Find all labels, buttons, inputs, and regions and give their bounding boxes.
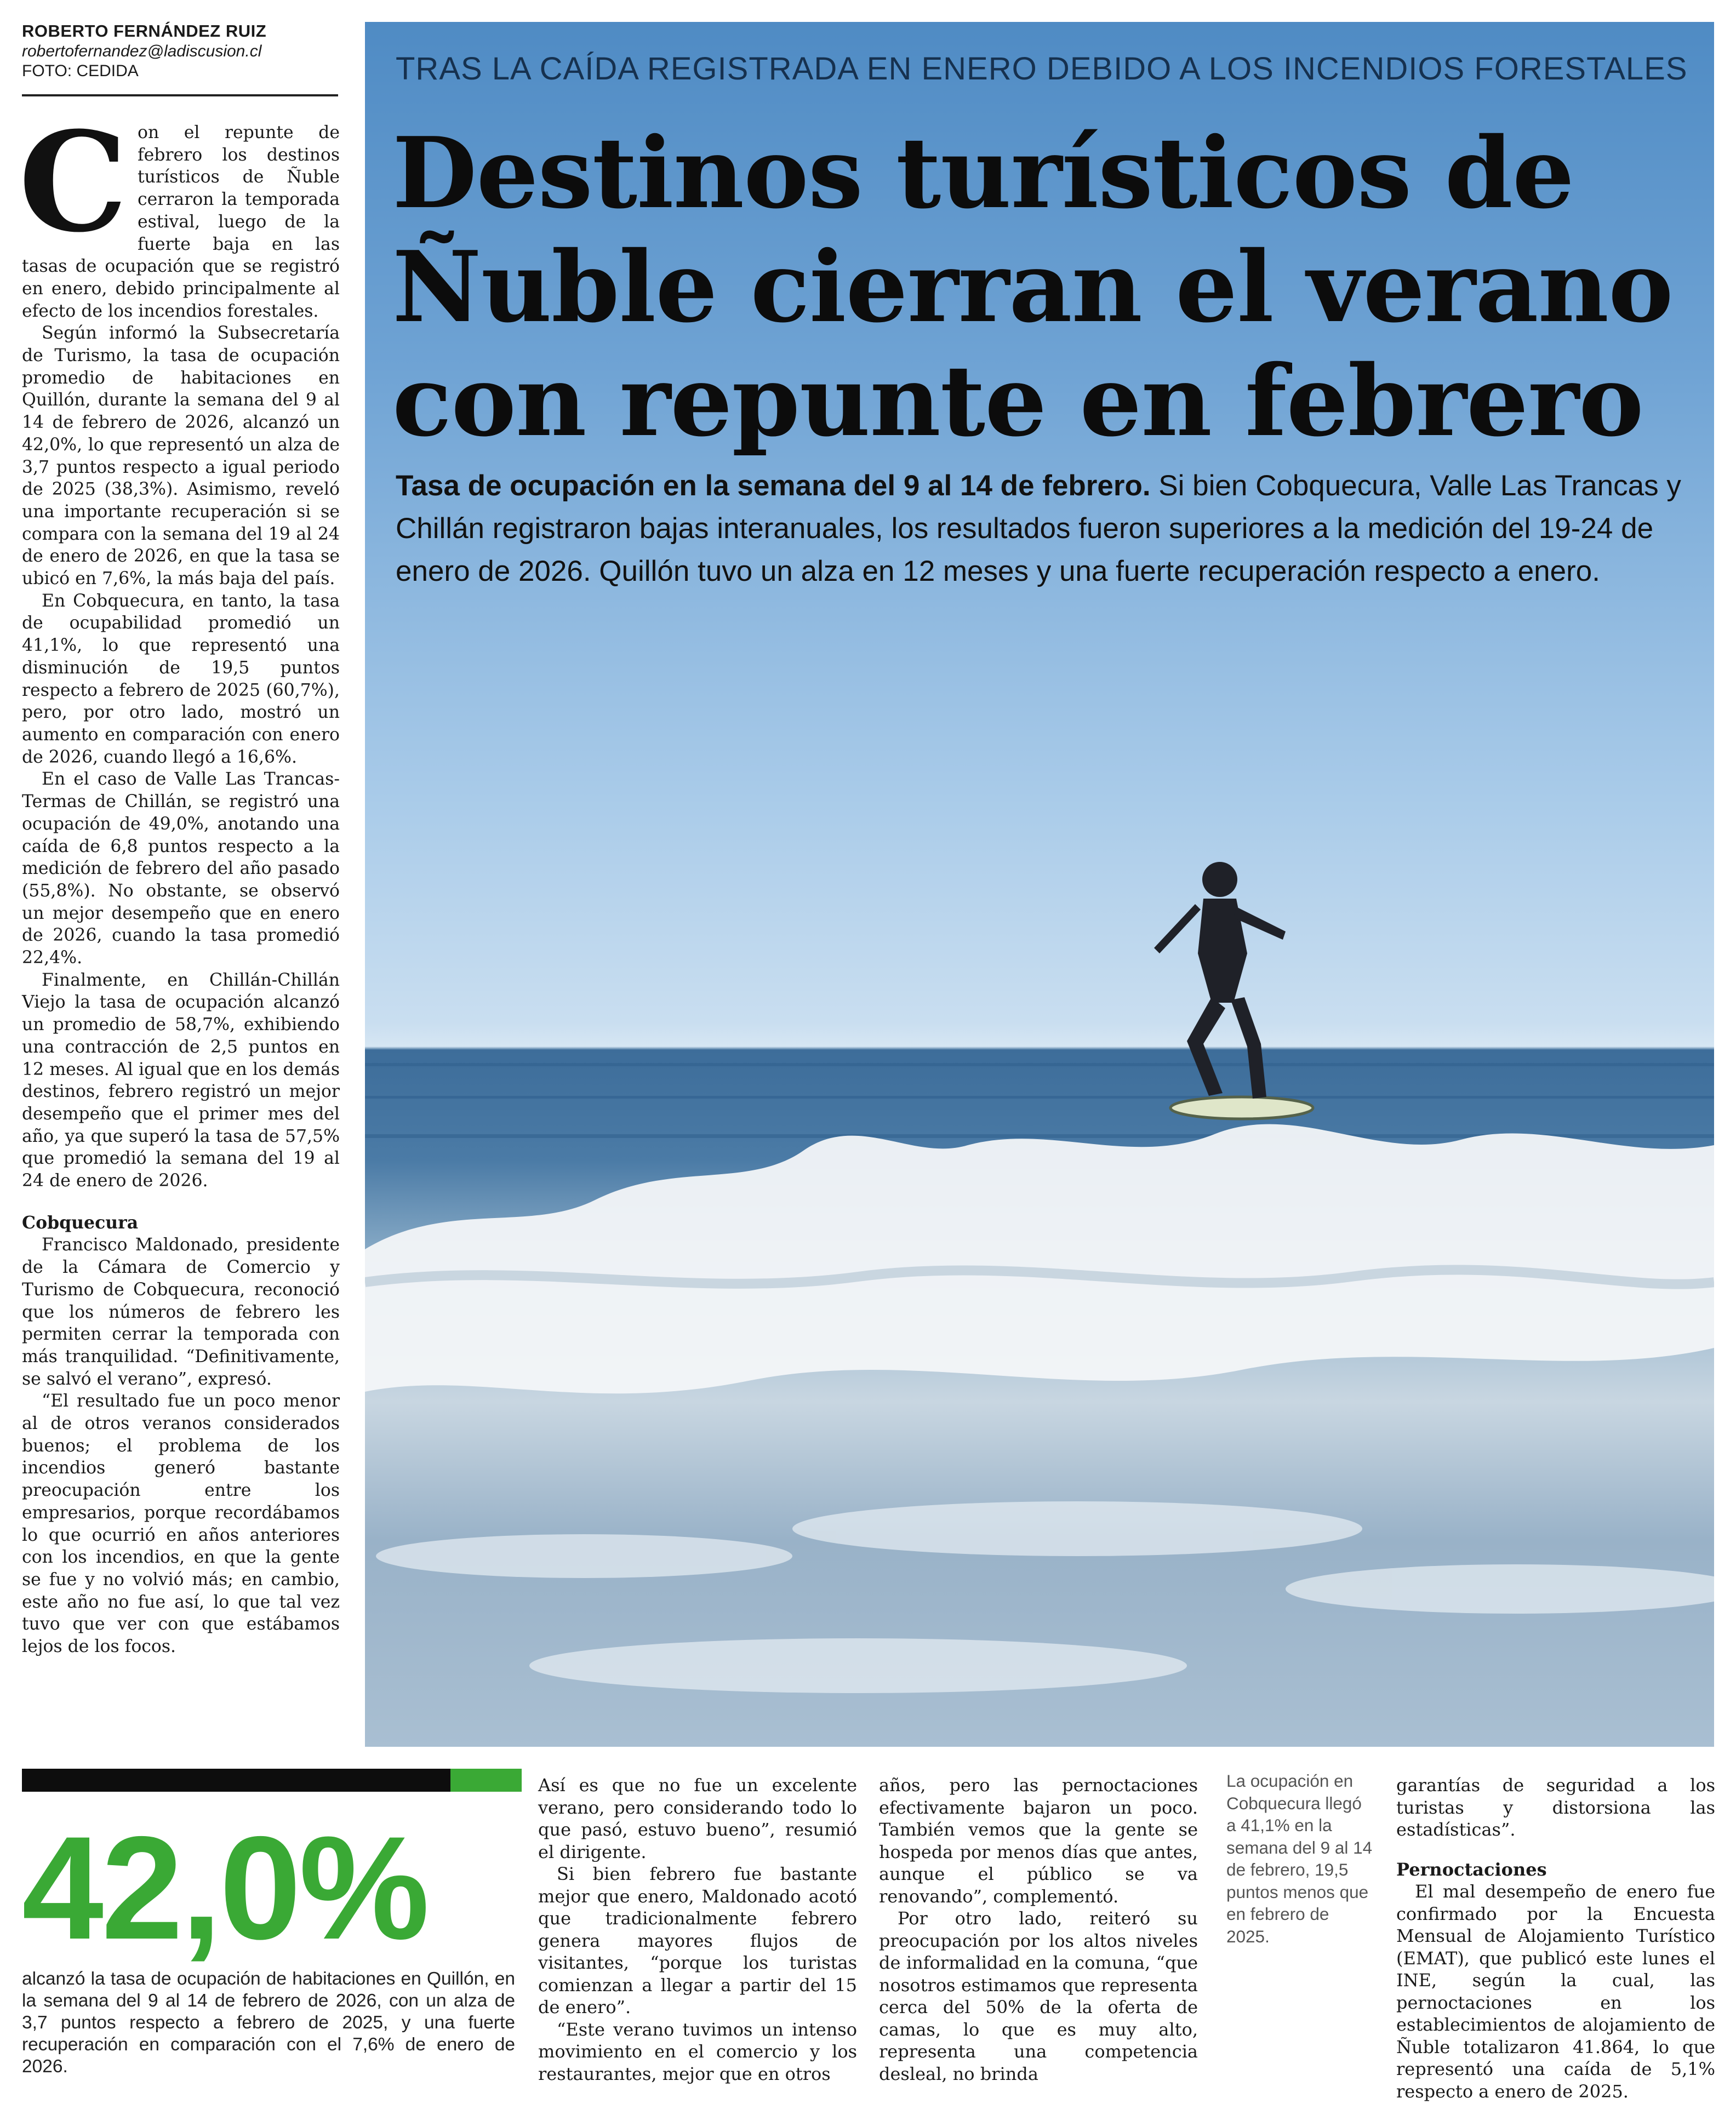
pull-quote: La ocupación en Cobquecura llegó a 41,1% en la semana del 9 al 14 de febrero, 19,5 puntos menos que en febrero de 2025. <box>1226 1771 1373 1946</box>
kicker-text: TRAS LA CAÍDA REGISTRADA EN ENERO DEBIDO A LOS INCENDIOS FORESTALES <box>396 51 1688 87</box>
byline <box>22 21 340 81</box>
author-name: ROBERTO FERNÁNDEZ RUIZ <box>22 21 267 41</box>
article-body-left-column <box>19 101 340 1658</box>
subheading-pernoctaciones: Pernoctaciones <box>1396 1859 1547 1880</box>
stat-bar-green <box>450 1769 522 1792</box>
article-body-column-2 <box>538 1774 857 2085</box>
author-email[interactable]: robertofernandez@ladiscusion.cl <box>22 42 262 60</box>
paragraph <box>19 101 340 322</box>
deck-lead: Tasa de ocupación en la semana del 9 al 14 de febrero. <box>396 470 1151 502</box>
paragraph: garantías de seguridad a los turistas y distorsiona las estadísticas”. <box>1396 1775 1715 1840</box>
paragraph: El mal desempeño de enero fue confirmado por la Encuesta Mensual de Alojamiento Turístico (EMAT), que publicó este lunes el INE, según la cual, las pernoctaciones en los establecimientos de alojamiento de Ñuble totalizaron 41.864, lo que representó una caída de 5,1% respecto a enero de 2025. <box>1396 1881 1715 2102</box>
paragraph: Por otro lado, reiteró su preocupación por los altos niveles de informalidad en la comuna, “que nosotros estimamos que representa cerca del 50% de la oferta de camas, lo que es muy alto, representa una competencia desleal, no brinda <box>879 1908 1198 2084</box>
drop-cap: C <box>19 101 128 262</box>
article-body-column-3 <box>879 1774 1198 2085</box>
paragraph: En el caso de Valle Las Trancas-Termas de Chillán, se registró una ocupación de 49,0%, anotando una caída de 6,8 puntos respecto a la medición de febrero del año pasado (55,8%). No obstante, se observó un mejor desempeño que en enero de 2026, cuando la tasa promedió 22,4%. <box>22 769 340 968</box>
paragraph: “El resultado fue un poco menor al de otros veranos considerados buenos; el problema de los incendios generó bastante preocupación entre los empresarios, porque recordábamos lo que ocurrió en años anteriores con los incendios, en que la gente se fue y no volvió más; en cambio, este año no fue así, lo que tal vez tuvo que ver con que estábamos lejos de los focos. <box>22 1391 340 1657</box>
paragraph-text: on el repunte de febrero los destinos turísticos de Ñuble cerraron la temporada estival, luego de la fuerte baja en las tasas de ocupación que se registró en enero, debido principalmente al efecto de los incendios forestales. <box>22 123 340 321</box>
paragraph: años, pero las pernoctaciones efectivamente bajaron un poco. También vemos que la gente se hospeda por menos días que antes, aunque el público se va renovando”, complementó. <box>879 1775 1198 1907</box>
stat-bar-black <box>22 1769 450 1792</box>
paragraph: En Cobquecura, en tanto, la tasa de ocupabilidad promedió un 41,1%, lo que representó una disminución de 19,5 puntos respecto a febrero de 2025 (60,7%), pero, por otro lado, mostró un aumento en comparación con enero de 2026, cuando llegó a 16,6%. <box>22 591 340 767</box>
headline: Destinos turísticos de Ñuble cierran el verano con repunte en febrero <box>392 116 1673 458</box>
paragraph: “Este verano tuvimos un intenso movimiento en el comercio y los restaurantes, mejor que en otros <box>538 2019 857 2084</box>
paragraph: Así es que no fue un excelente verano, pero considerando todo lo que pasó, estuvo bueno”, resumió el dirigente. <box>538 1775 857 1862</box>
photo-credit: FOTO: CEDIDA <box>22 62 139 80</box>
paragraph: Según informó la Subsecretaría de Turismo, la tasa de ocupación promedio de habitaciones en Quillón, durante la semana del 9 al 14 de febrero de 2026, alcanzó un 42,0%, lo que representó un alza de 3,7 puntos respecto a igual periodo de 2025 (38,3%). Asimismo, reveló una importante recuperación si se compara con la semana del 19 al 24 de enero de 2026, en que la tasa se ubicó en 7,6%, la más baja del país. <box>22 323 340 589</box>
deck-summary <box>396 465 1683 593</box>
paragraph: Francisco Maldonado, presidente de la Cámara de Comercio y Turismo de Cobquecura, reconoció que los números de febrero les permiten cerrar la temporada con más tranquilidad. “Definitivamente, se salvó el verano”, expresó. <box>22 1235 340 1389</box>
subheading-cobquecura: Cobquecura <box>22 1212 139 1233</box>
byline-divider <box>22 94 338 96</box>
article-body-column-5 <box>1396 1774 1715 2102</box>
paragraph: Finalmente, en Chillán-Chillán Viejo la tasa de ocupación alcanzó un promedio de 58,7%, exhibiendo una contracción de 2,5 puntos en 12 meses. Al igual que en los demás destinos, febrero registró un mejor desempeño que el primer mes del año, ya que superó la tasa de 57,5% que promedió la semana del 19 al 24 de enero de 2026. <box>22 970 340 1191</box>
deck-text: Si bien Cobquecura, Valle Las Trancas y Chillán registraron bajas interanuales, los resultados fueron superiores a la medición del 19-24 de enero de 2026. Quillón tuvo un alza en 12 meses y una fuerte recuperación respecto a enero. <box>396 470 1681 587</box>
paragraph: Si bien febrero fue bastante mejor que enero, Maldonado acotó que tradicionalmente febrero genera mayores flujos de visitantes, “porque los turistas comienzan a llegar a partir del 15 de enero”. <box>538 1864 857 2017</box>
stat-caption: alcanzó la tasa de ocupación de habitaciones en Quillón, en la semana del 9 al 14 de febrero de 2026, con un alza de 3,7 puntos respecto a febrero de 2025, y una fuerte recuperación en comparación con el 7,6% de enero de 2026. <box>22 1969 515 2077</box>
stat-number: 42,0% <box>22 1805 427 1970</box>
